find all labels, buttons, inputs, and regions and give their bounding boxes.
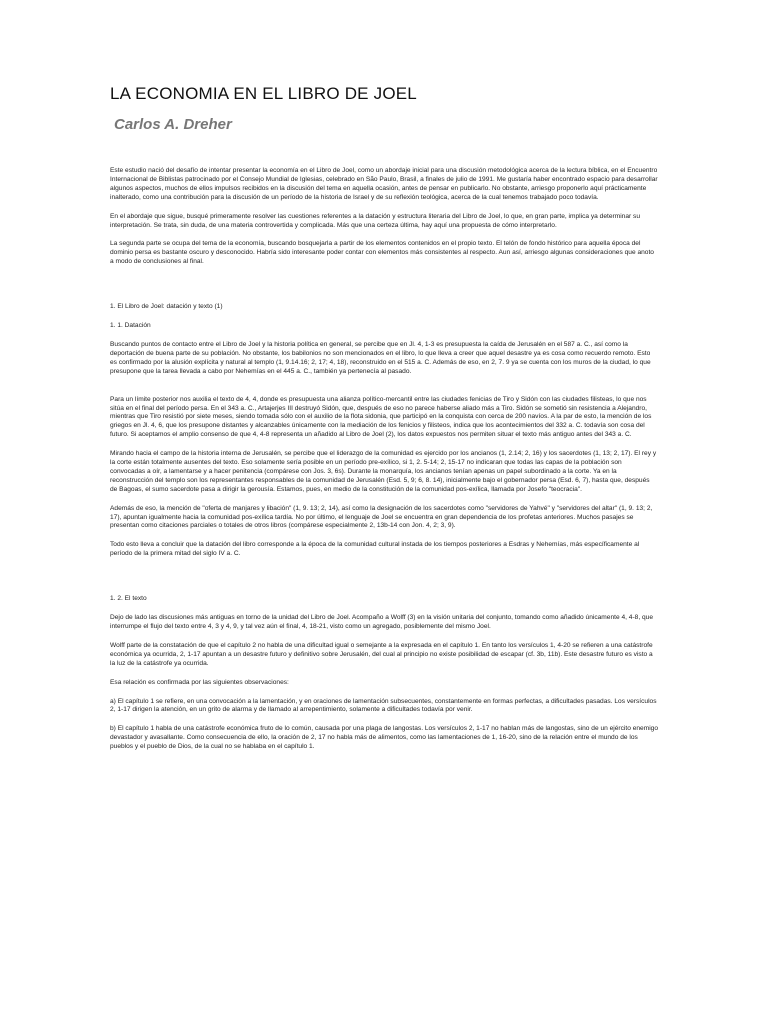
section-1-1-paragraph-1: Buscando puntos de contacto entre el Libro de Joel y la historia política en general, se percibe que en Jl. 4, 1-3 es presupuesta la caída de Jerusalén en el 587 a. C., así como la deportación de buena parte de su población. No obstante, los babilonios no son mencionados en el libro, lo que lleva a creer que aquel desastre ya es cosa como recuerdo remoto. Esto es confirmado por la alusión explícita y natural al templo (1, 9.14.16; 2, 17; 4, 18), reconstruido en el 515 a. C. Además de eso, en 2, 7. 9 ya se cuenta con los muros de la ciudad, lo que presupone que la tarea llevada a cabo por Nehemías en el 445 a. C., también ya pertenecía al pasado.	[110, 340, 651, 375]
section-1-2-heading: 1. 2. El texto	[110, 595, 147, 603]
document-content	[110, 84, 658, 752]
section-1-2-paragraph-2: Wolff parte de la constatación de que el capítulo 2 no habla de una dificultad igual o semejante a la expresada en el capítulo 1. En tanto los versículos 1, 4-20 se refieren a una catástrofe económica ya ocurrida, 2, 1-17 apuntan a un desastre futuro y definitivo sobre Jerusalén, del cual al principio no existe posibilidad de escapar (cf. 3b, 11b). Este desastre futuro es visto a la luz de la catástrofe ya ocurrida.	[110, 641, 653, 667]
section-1-2-paragraph-5: b) El capítulo 1 habla de una catástrofe económica fruto de lo común, causada por una plaga de langostas. Los versículos 2, 1-17 no hablan más de langostas, sino de un ejército enemigo devastador y avasallante. Como consecuencia de ello, la oración de 2, 17 no habla más de alimentos, como las lamentaciones de 1, 16-20, sino de la relación entre el mundo de los pueblos y el pueblo de Dios, de la cual no se hablaba en el capítulo 1.	[110, 725, 658, 751]
section-1-2-paragraph-4: a) El capítulo 1 se refiere, en una convocación a la lamentación, y en oraciones de lamentación subsecuentes, constantemente en formas perfectas, a dificultades pasadas. Los versículos 2, 1-17 dirigen la atención, en un grito de alarma y de llamado al arrepentimiento, solamente a dificultades todavía por venir.	[110, 697, 657, 714]
document-title: LA ECONOMIA EN EL LIBRO DE JOEL	[110, 84, 417, 103]
document-author: Carlos A. Dreher	[114, 116, 232, 133]
section-1-1-paragraph-2: Para un límite posterior nos auxilia el texto de 4, 4, donde es presupuesta una alianza político-mercantil entre las ciudades fenicias de Tiro y Sidón con las ciudades filisteas, lo que nos sitúa en el final del período persa. En el 343 a. C., Artajerjes III destruyó Sidón, que, después de eso no parece haberse aliado más a Tiro. Sidón se sometió sin resistencia a Alejandro, mientras que Tiro resistió por siete meses, siendo tomada sólo con el auxilio de la flota sidonia, que participó en la conquista con cerca de 200 navíos. A la par de esto, la mención de los griegos en Jl. 4, 6, que los presupone distantes y alcanzables únicamente con la mediación de los fenicios y filisteos, indica que los acontecimientos del 332 a. C. todavía son cosa del futuro. Si aceptamos el amplio consenso de que 4, 4-8 representa un añadido al Libro de Joel (2), los datos expuestos nos permiten situar el texto más antiguo antes del 343 a. C.	[110, 395, 652, 439]
intro-paragraph-2: En el abordaje que sigue, busqué primeramente resolver las cuestiones referentes a la datación y estructura literaria del Libro de Joel, lo que, en gran parte, implica ya determinar su interpretación. Se trata, sin duda, de una materia controvertida y complicada. Más que una certeza última, hay aquí una propuesta de cómo interpretarlo.	[110, 212, 640, 229]
section-1-1-paragraph-5: Todo esto lleva a concluir que la datación del libro corresponde a la época de la comunidad cultural instada de los tiempos posteriores a Esdras y Nehemías, más específicamente al período de la primera mitad del siglo IV a. C.	[110, 541, 640, 558]
section-1-2-paragraph-1: Dejo de lado las discusiones más antiguas en torno de la unidad del Libro de Joel. Acompaño a Wolff (3) en la visión unitaria del conjunto, tomando como añadido únicamente 4, 4-8, que interrumpe el flujo del texto entre 4, 3 y 4, 9, y tal vez aún el final, 4, 18-21, visto como un agregado, posiblemente del mismo Joel.	[110, 614, 653, 630]
section-1-2-paragraph-3: Esa relación es confirmada por las siguientes observaciones:	[110, 678, 289, 686]
section-1-1-paragraph-4: Además de eso, la mención de "oferta de manjares y libación" (1, 9. 13; 2, 14), así como la designación de los sacerdotes como "servidores de Yahvé" y "servidores del altar" (1, 9. 13; 2, 17), apuntan igualmente hacia la comunidad pos-exílica tardía. No por último, el lenguaje de Joel se encuentra en gran dependencia de los profetas anteriores. Muchos pasajes se presentan como citaciones parciales o totales de otros libros (compárese especialmente 2, 13b-14 con Jon. 4, 2; 3, 9).	[110, 504, 653, 530]
section-1-1-heading: 1. 1. Datación	[110, 322, 151, 330]
section-1-1-paragraph-3: Mirando hacia el campo de la historia interna de Jerusalén, se percibe que el liderazgo de la comunidad es ejercido por los ancianos (1, 2.14; 2, 16) y los sacerdotes (1, 13; 2, 17). El rey y la corte están totalmente ausentes del texto. Eso solamente sería posible en un período pre-exílico, si 1, 2. 5-14; 2, 15-17 no indicaran que todas las capas de la población son convocadas a oír, a lamentarse y a hacer penitencia (compárese con Jos. 3, 6s). Durante la monarquía, los ancianos tenían apenas un papel subordinado a la corte. Ya en la reconstrucción del templo son los representantes responsables de la comunidad de Jerusalén (Esd. 5, 9; 6, 8. 14), inicialmente bajo el gobernador persa (Esd. 6, 7), hasta que, después de Bagoas, el sumo sacerdote pasa a dirigir la gerousía. Estamos, pues, en medio de la constitución de la comunidad pos-exílica, llamada por Josefo "teocracia".	[110, 450, 657, 493]
intro-paragraph-3: La segunda parte se ocupa del tema de la economía, buscando bosquejarla a partir de los elementos contenidos en el propio texto. El telón de fondo histórico para aquella época del dominio persa es bastante oscuro y desconocido. Habría sido interesante poder contar con elementos más consistentes al respecto. Aun así, arriesgo algunas consideraciones que anoto a modo de conclusiones al final.	[110, 240, 654, 266]
intro-paragraph-1: Este estudio nació del desafío de intentar presentar la economía en el Libro de Joel, como un abordaje inicial para una discusión metodológica acerca de la lectura bíblica, en el Encuentro Internacional de Biblistas patrocinado por el Consejo Mundial de Iglesias, celebrado en São Paulo, Brasil, a finales de julio de 1991. Me gustaría haber encontrado espacio para desarrollar algunos aspectos, muchos de ellos impulsos recibidos en la discusión del tema en aquella ocasión, antes de pensar en publicarlo. No obstante, arriesgo proponerlo aquí prácticamente inalterado, como una contribución para la discusión de un período de la historia de Israel y de su reflexión teológica, acerca de la cual tenemos trabajado poco todavía.	[110, 167, 658, 201]
section-1-heading: 1. El Libro de Joel: datación y texto (1)	[110, 303, 223, 311]
